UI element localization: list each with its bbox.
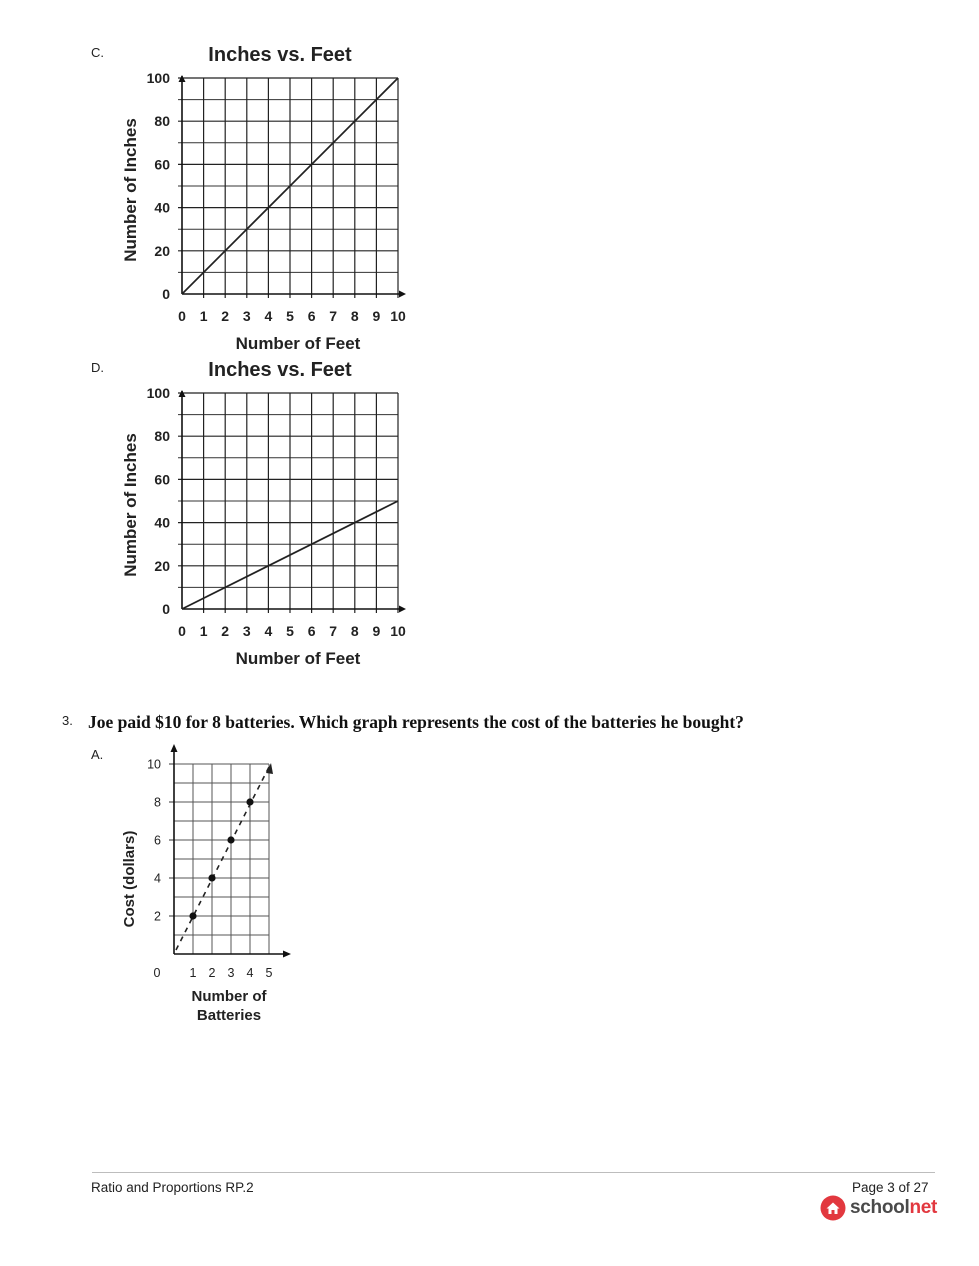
chart-a-y-tick-label: 4 — [154, 871, 161, 886]
chart-d-x-tick-label: 2 — [221, 623, 230, 639]
chart-d-x-tick-label: 3 — [242, 623, 251, 639]
chart-c-x-tick-label: 6 — [307, 308, 316, 324]
chart-d-x-tick-label: 4 — [264, 623, 273, 639]
chart-d-y-tick-label: 80 — [154, 428, 170, 445]
chart-a-point — [189, 912, 196, 919]
chart-a-dashed-line — [176, 765, 270, 950]
chart-a-y-axis-label: Cost (dollars) — [121, 830, 138, 928]
chart-a-y-tick-label: 6 — [154, 833, 161, 848]
chart-c-y-tick-label: 40 — [154, 199, 170, 216]
chart-d-y-tick-label: 60 — [154, 471, 170, 488]
chart-c-y-tick-label: 60 — [154, 156, 170, 173]
chart-a-x-axis-label-line2: Batteries — [196, 1007, 262, 1024]
chart-a-x-tick-label: 1 — [189, 966, 197, 980]
chart-c-y-axis-label: Number of Inches — [121, 118, 140, 262]
question-text: Joe paid $10 for 8 batteries. Which graph represents the cost of the batteries he bought? — [88, 712, 744, 732]
footer-title: Ratio and Proportions RP.2 — [91, 1180, 254, 1195]
chart-c-y-tick-label: 20 — [154, 242, 170, 259]
footer-divider — [92, 1172, 935, 1173]
option-d-label: D. — [91, 360, 104, 375]
chart-c-x-tick-label: 8 — [350, 308, 359, 324]
option-a-label: A. — [91, 747, 104, 762]
chart-a-y-arrow — [171, 744, 178, 752]
chart-c — [112, 40, 422, 358]
chart-c-x-tick-label: 4 — [264, 308, 273, 324]
page-number: Page 3 of 27 — [852, 1180, 929, 1195]
logo-text-school: school — [850, 1197, 910, 1218]
chart-a-x-tick-label: 2 — [208, 966, 216, 980]
schoolnet-house-icon — [820, 1195, 846, 1221]
chart-c-x-tick-label: 0 — [178, 308, 186, 324]
chart-c-x-tick-label: 10 — [390, 308, 406, 324]
chart-c-title: Inches vs. Feet — [208, 44, 352, 66]
chart-c-y-tick-label: 100 — [146, 70, 170, 86]
chart-d-y-axis-label: Number of Inches — [121, 433, 140, 577]
chart-c-x-arrow — [399, 291, 406, 298]
option-c-label: C. — [91, 45, 104, 60]
chart-d-title: Inches vs. Feet — [208, 359, 352, 381]
logo-text-net: net — [909, 1197, 938, 1218]
chart-d — [112, 355, 422, 673]
chart-a-point — [227, 836, 234, 843]
chart-a-y-tick-label: 2 — [154, 909, 161, 924]
chart-d-x-tick-label: 9 — [372, 623, 381, 639]
schoolnet-logo — [820, 1195, 937, 1221]
chart-a-x-tick-label: 3 — [227, 966, 235, 980]
chart-d-x-tick-label: 8 — [350, 623, 359, 639]
chart-a-origin-label: 0 — [153, 966, 161, 980]
chart-d-x-tick-label: 1 — [199, 623, 208, 639]
chart-d-x-axis-label: Number of Feet — [235, 649, 361, 668]
chart-d-y-tick-label: 40 — [154, 514, 170, 531]
chart-d-x-tick-label: 0 — [178, 623, 186, 639]
chart-c-x-tick-label: 7 — [329, 308, 338, 324]
chart-d-x-tick-label: 10 — [390, 623, 406, 639]
chart-a-point — [246, 798, 253, 805]
chart-d-x-tick-label: 5 — [286, 623, 294, 639]
question-number: 3. — [62, 713, 73, 728]
chart-a-x-arrow — [283, 951, 291, 958]
chart-a-x-tick-label: 5 — [265, 966, 273, 980]
chart-a-x-tick-label: 4 — [246, 966, 254, 980]
chart-c-x-axis-label: Number of Feet — [235, 334, 361, 353]
chart-c-x-tick-label: 3 — [242, 308, 251, 324]
chart-d-x-arrow — [399, 606, 406, 613]
chart-d-x-tick-label: 6 — [307, 623, 316, 639]
chart-c-x-tick-label: 1 — [199, 308, 208, 324]
chart-c-x-tick-label: 2 — [221, 308, 230, 324]
chart-a-y-tick-label: 10 — [147, 757, 161, 772]
chart-d-x-tick-label: 7 — [329, 623, 338, 639]
chart-a-y-tick-label: 8 — [154, 795, 161, 810]
chart-d-y-tick-label: 0 — [162, 601, 170, 617]
chart-a-x-axis-label-line1: Number of — [191, 988, 267, 1005]
chart-a — [112, 740, 312, 1030]
chart-c-x-tick-label: 5 — [286, 308, 294, 324]
chart-c-y-tick-label: 80 — [154, 113, 170, 130]
chart-c-y-tick-label: 0 — [162, 286, 170, 302]
chart-d-y-tick-label: 100 — [146, 385, 170, 401]
chart-d-y-tick-label: 20 — [154, 557, 170, 574]
chart-a-point — [208, 874, 215, 881]
chart-c-x-tick-label: 9 — [372, 308, 381, 324]
